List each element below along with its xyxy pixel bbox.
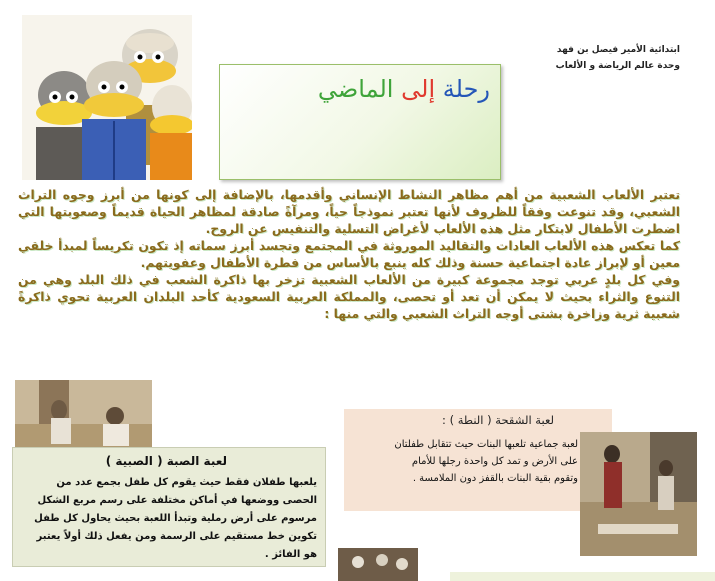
game-card-partial [450,572,715,581]
photo-girls-jumping-game [580,432,697,556]
game-card-shaqha [344,409,612,511]
school-name: ابتدائية الأمير فيصل بن فهد [556,45,680,55]
cartoon-illustration [22,15,192,180]
game-title: لعبة الشقحة ( النطة ) : [442,413,554,427]
intro-paragraph-1: تعتبر الألعاب الشعبية من أهم مظاهر النشاط الإنساني وأقدمها، بالإضافة إلى كونها من أبرز وجوه التراث الشعبي، وقد تنوعت وفقاً للظروف لأنها تعتبر نموذجاً حياً، ومرآةً صادقة لمظاهر الحياة قديماً وصعوبتها التي اضطرت الأطفال لابتكار مثل هذه الألعاب لأغراض التسلية والتنفيس عن الروح. [18,187,680,236]
intro-paragraph-2: كما تعكس هذه الألعاب العادات والتقاليد الموروثة في المجتمع وتجسد أبرز سماته إذ تكون تكريساً لمبدأ خلقي معين أو لإبراز عادة اجتماعية حسنة وذلك كله ينبع بالأساس من فطرة الأطفال وعفويتهم. [18,238,680,270]
title-word-trip: رحلة [442,75,490,103]
title-word-past: الماضي [317,75,394,103]
page-title [318,75,490,103]
intro-paragraph-3: وفي كل بلدٍ عربي توجد مجموعة كبيرة من الألعاب الشعبية تزخر بها ذاكرة الشعب في ذلك البلد وهي من التنوع والثراء بحيث لا يمكن أن تعد أو تحصى، والمملكة العربية السعودية كأحد البلدان العربية تحوي ذاكرةً شعبية ثرية وزاخرة بشتى أوجه التراث الشعبي والتي منها : [18,272,680,321]
game-title: لعبة الصبة ( الصبية ) [105,454,227,468]
title-box [219,64,501,180]
game-description: لعبة جماعية تلعبها البنات حيث تتقابل طفلتان على الأرض و تمد كل واحدة رجلها للأمام وتقوم بقية البنات بالقفز دون الملامسة . [394,439,578,484]
game-card-sabba [12,447,326,567]
game-description: يلعبها طفلان فقط حيث يقوم كل طفل بجمع عدد من الحصى ووضعها في أماكن مختلفة على رسم مربع الشكل مرسوم على أرض رملية وتبدأ اللعبة بحيث يحاول كل طفل تكوين خط مستقيم على الرسمة ومن يفعل ذلك أولاً يعتبر هو الفائز . [34,477,317,560]
unit-name: وحدة عالم الرياضة و الألعاب [555,61,680,71]
photo-children-group [338,548,418,581]
intro-text [18,186,680,322]
title-word-to: إلى [401,75,436,103]
school-header [520,42,680,74]
